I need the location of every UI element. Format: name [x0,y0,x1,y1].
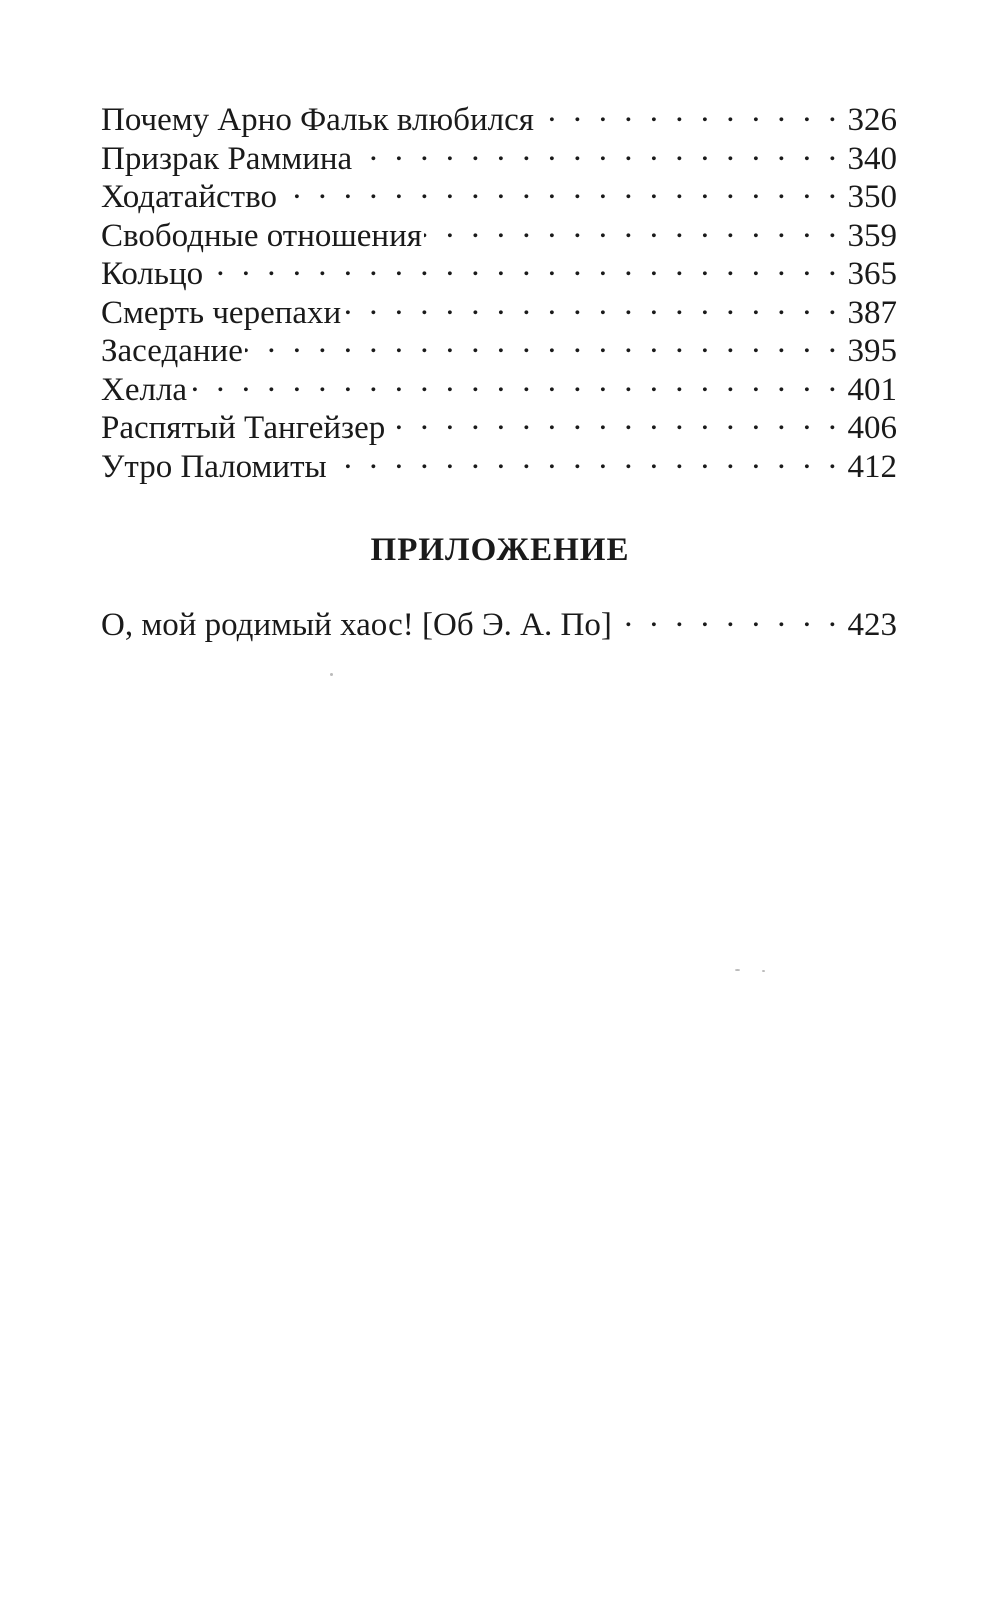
toc-entry-title: О, мой родимый хаос! [Об Э. А. По] [101,607,612,643]
toc-entry-title: Утро Паломиты [101,448,327,485]
toc-entry[interactable] [101,92,897,138]
toc-entry[interactable] [101,362,897,408]
dot-leader [614,597,841,635]
toc-entry[interactable] [101,400,897,446]
dot-leader [189,362,841,400]
toc-entry-page: 401 [847,371,897,408]
appendix-contents [101,597,897,643]
toc-entry[interactable] [101,597,897,643]
toc-entry-page: 326 [847,102,897,138]
dot-leader [424,208,841,246]
table-of-contents [101,92,897,485]
dot-leader [329,439,841,477]
toc-entry[interactable] [101,246,897,292]
toc-entry-title: Почему Арно Фальк влюбился [101,102,534,138]
toc-entry[interactable] [101,285,897,331]
dot-leader [343,285,841,323]
toc-entry-page: 406 [847,410,897,446]
dot-leader [354,131,841,169]
dot-leader [279,169,841,207]
dot-leader [536,92,841,130]
scan-speck [762,970,765,972]
toc-entry-title: Хелла [101,371,188,408]
toc-entry-page: 340 [847,140,897,177]
toc-entry-title: Кольцо [101,256,204,292]
toc-entry-title: Смерть черепахи [101,294,342,331]
toc-entry-title: Ходатайство [101,179,277,215]
toc-entry-page: 412 [847,448,897,485]
toc-entry-title: Распятый Тангейзер [101,410,386,446]
dot-leader [205,246,841,284]
toc-entry-page: 365 [847,256,897,292]
scan-speck [330,673,333,676]
appendix-heading: ПРИЛОЖЕНИЕ [370,532,630,568]
toc-entry-page: 387 [847,294,897,331]
toc-entry-page: 350 [847,179,897,215]
dot-leader [245,323,841,361]
scan-speck [735,969,740,971]
toc-entry-page: 395 [847,333,897,369]
toc-entry-title: Свободные отношения [101,217,422,254]
toc-entry-page: 423 [847,607,897,643]
toc-entry-title: Призрак Раммина [101,140,353,177]
toc-entry-title: Заседание [101,333,243,369]
toc-entry-page: 359 [847,217,897,254]
dot-leader [387,400,841,438]
